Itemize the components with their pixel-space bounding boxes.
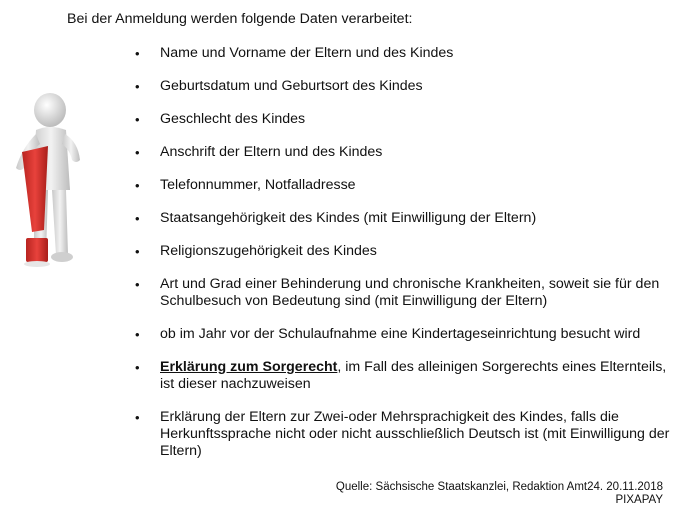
bullet: • xyxy=(135,410,140,425)
sorgerecht-link[interactable]: Erklärung zum Sorgerecht xyxy=(160,359,338,375)
bullet: • xyxy=(135,178,140,193)
list-item: • Staatsangehörigkeit des Kindes (mit Einwilligung der Eltern) xyxy=(135,210,537,226)
bullet: • xyxy=(135,327,140,342)
bullet: • xyxy=(135,244,140,259)
list-item: • Erklärung zum Sorgerecht, im Fall des alleinigen Sorgerechts eines Elternteils, ist dieser nachzuweisen xyxy=(135,359,667,392)
bullet: • xyxy=(135,79,140,94)
list-item: • Geschlecht des Kindes xyxy=(135,111,306,127)
source-caption xyxy=(336,481,663,507)
bullet: • xyxy=(135,46,140,61)
list-item: • Erklärung der Eltern zur Zwei-oder Mehrsprachigkeit des Kindes, falls die Herkunftssprache nicht oder nicht ausschließlich Deutsch ist (mit Einwilligung der Eltern) xyxy=(135,409,670,459)
bullet: • xyxy=(135,277,140,292)
source-line: Quelle: Sächsische Staatskanzlei, Redaktion Amt24. 20.11.2018 xyxy=(335,481,663,493)
list-item: • Name und Vorname der Eltern und des Kindes xyxy=(135,45,454,61)
bullet: • xyxy=(135,211,140,226)
list-item: • Geburtsdatum und Geburtsort des Kindes xyxy=(135,78,423,94)
data-list xyxy=(132,45,672,476)
figure-with-exclamation-illustration xyxy=(8,90,88,270)
list-item: • Art und Grad einer Behinderung und chronische Krankheiten, soweit sie für den Schulbesuch von Bedeutung sind (mit Einwilligung der Eltern) xyxy=(135,276,660,309)
list-item: • Telefonnummer, Notfalladresse xyxy=(135,177,356,193)
intro-text: Bei der Anmeldung werden folgende Daten verarbeitet: xyxy=(67,11,413,27)
bullet: • xyxy=(135,112,140,127)
exclamation-bar xyxy=(22,146,48,232)
list-item: • Religionszugehörigkeit des Kindes xyxy=(135,243,377,259)
list-item: • ob im Jahr vor der Schulaufnahme eine Kindertageseinrichtung besucht wird xyxy=(135,326,641,342)
image-credit: PIXAPAY xyxy=(615,494,663,506)
list-item: • Anschrift der Eltern und des Kindes xyxy=(135,144,383,160)
bullet: • xyxy=(135,145,140,160)
bullet: • xyxy=(135,360,140,375)
exclamation-dot xyxy=(26,238,48,262)
